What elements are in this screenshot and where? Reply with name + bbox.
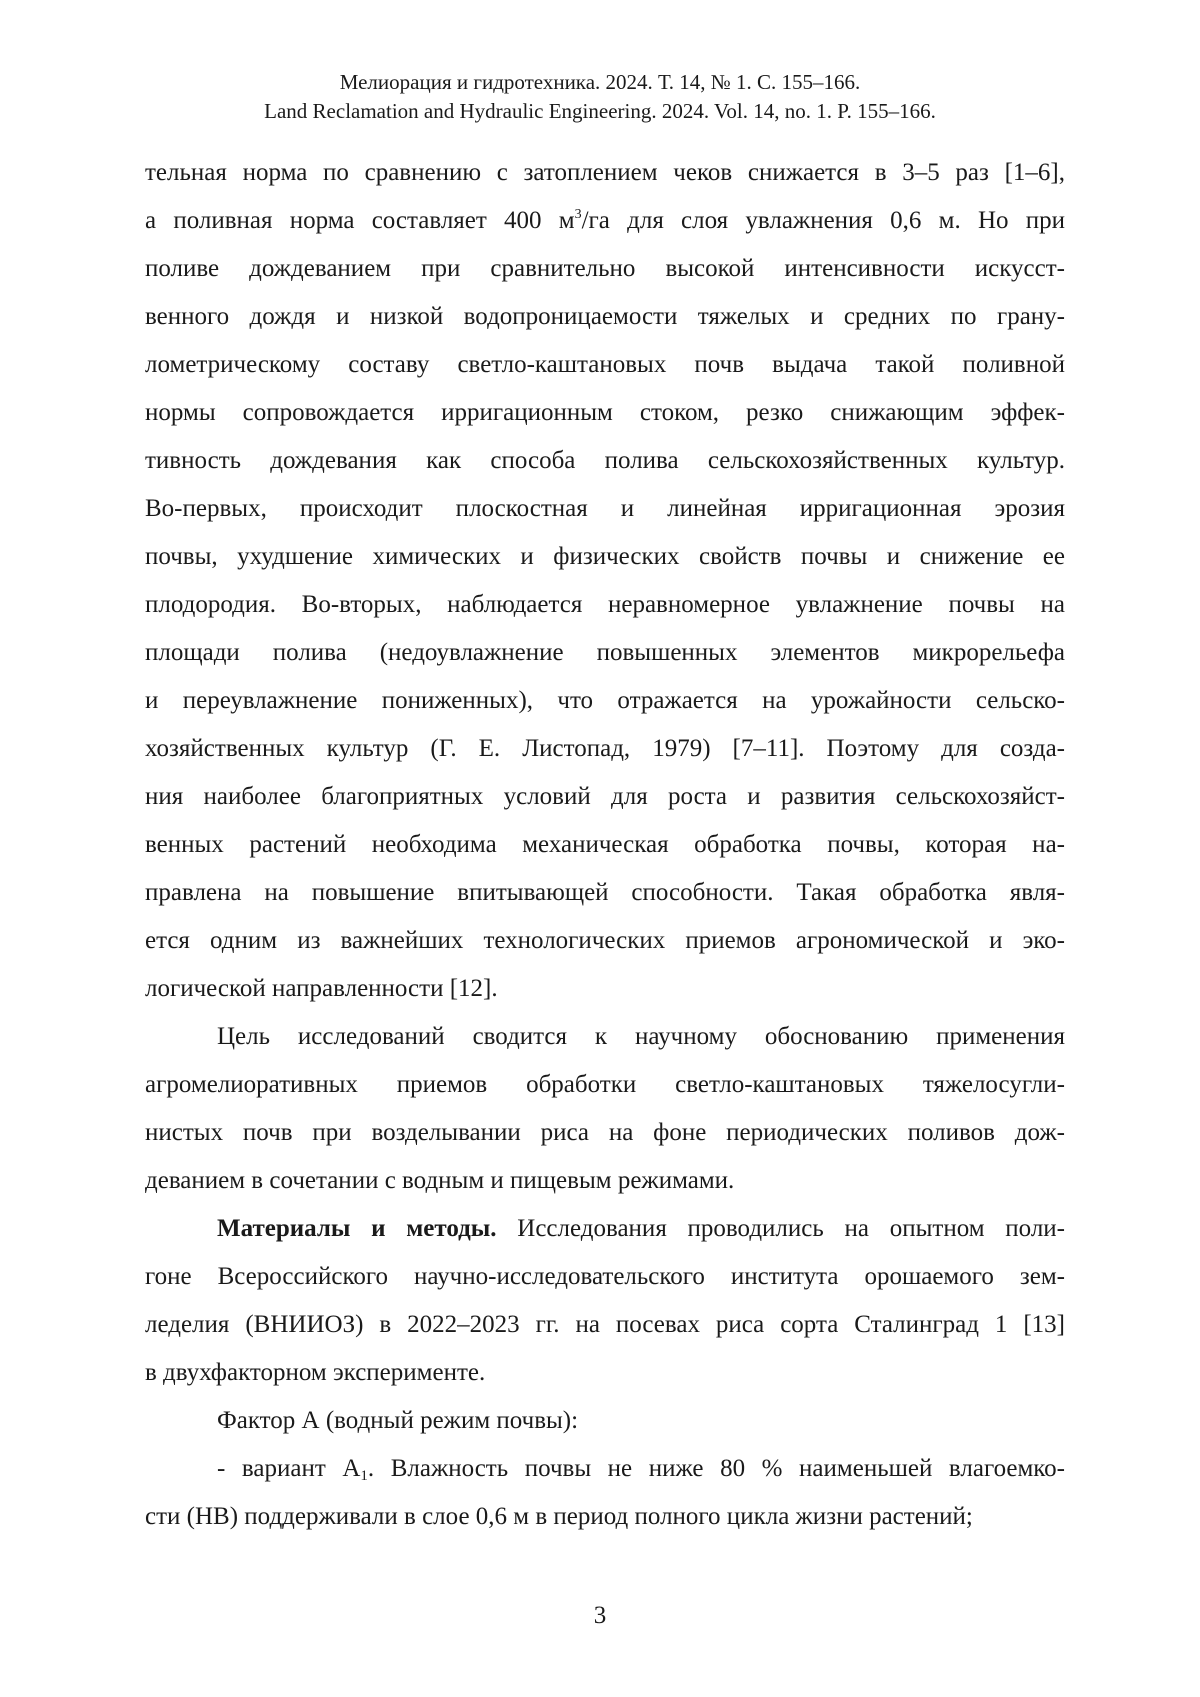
text-line: нормы сопровождается ирригационным стоком, резко снижающим эффек- xyxy=(145,399,1065,426)
text-line xyxy=(145,1205,1065,1253)
text-line: и переувлажнение пониженных), что отражается на урожайности сельско- xyxy=(145,687,1065,714)
running-header xyxy=(0,68,1200,126)
text-line: Во-первых, происходит плоскостная и линейная ирригационная эрозия xyxy=(145,495,1065,522)
paragraph-factor-a xyxy=(145,1397,1065,1445)
text-line: тивность дождевания как способа полива сельскохозяйственных культур. xyxy=(145,447,1065,474)
text-line: логической направленности [12]. xyxy=(145,975,498,1002)
subscript: 1 xyxy=(360,1468,368,1484)
header-citation-ru: Мелиорация и гидротехника. 2024. Т. 14, № 1. С. 155–166. xyxy=(339,70,861,94)
text-line: поливе дождеванием при сравнительно высокой интенсивности искусст- xyxy=(145,255,1065,282)
paragraph-research-goal xyxy=(145,1013,1065,1205)
text-fragment: Исследования проводились на опытном поли- xyxy=(496,1215,1066,1242)
text-line: венных растений необходима механическая обработка почвы, которая на- xyxy=(145,831,1065,858)
text-line: деванием в сочетании с водным и пищевым режимами. xyxy=(145,1167,735,1194)
text-line xyxy=(145,197,1065,245)
text-line: венного дождя и низкой водопроницаемости тяжелых и средних по грану- xyxy=(145,303,1065,330)
text-line xyxy=(145,1445,1065,1493)
section-heading: Материалы и методы. xyxy=(217,1215,497,1242)
body-text xyxy=(145,149,1065,1541)
text-line: ется одним из важнейших технологических приемов агрономической и эко- xyxy=(145,927,1065,954)
text-line: Фактор А (водный режим почвы): xyxy=(217,1407,579,1434)
text-line: плодородия. Во-вторых, наблюдается неравномерное увлажнение почвы на xyxy=(145,591,1065,618)
text-line: площади полива (недоувлажнение повышенных элементов микрорельефа xyxy=(145,639,1065,666)
text-fragment: /га для слоя увлажнения 0,6 м. Но при xyxy=(581,207,1065,234)
paragraph-irrigation-effects xyxy=(145,149,1065,1013)
page-number: 3 xyxy=(593,1602,607,1629)
paragraph-materials-methods xyxy=(145,1205,1065,1397)
text-fragment: - вариант А xyxy=(217,1455,361,1482)
header-citation-en: Land Reclamation and Hydraulic Engineering. 2024. Vol. 14, no. 1. P. 155–166. xyxy=(264,99,936,123)
text-fragment: . Влажность почвы не ниже 80 % наименьшей влагоемко- xyxy=(367,1455,1066,1482)
text-line: гоне Всероссийского научно-исследовательского института орошаемого зем- xyxy=(145,1263,1065,1290)
text-line: Цель исследований сводится к научному обоснованию применения xyxy=(217,1023,1065,1050)
text-line: нистых почв при возделывании риса на фоне периодических поливов дож- xyxy=(145,1119,1065,1146)
text-line: тельная норма по сравнению с затоплением чеков снижается в 3–5 раз [1–6], xyxy=(145,159,1065,186)
text-line: правлена на повышение впитывающей способности. Такая обработка явля- xyxy=(145,879,1065,906)
text-line: сти (НВ) поддерживали в слое 0,6 м в период полного цикла жизни растений; xyxy=(145,1503,973,1530)
text-line: ния наиболее благоприятных условий для роста и развития сельскохозяйст- xyxy=(145,783,1065,810)
text-line: леделия (ВНИИОЗ) в 2022–2023 гг. на посевах риса сорта Сталинград 1 [13] xyxy=(145,1311,1065,1338)
paragraph-variant-a1 xyxy=(145,1445,1065,1541)
text-line: лометрическому составу светло-каштановых почв выдача такой поливной xyxy=(145,351,1065,378)
superscript: 3 xyxy=(574,207,582,222)
text-fragment: а поливная норма составляет 400 м xyxy=(145,207,575,234)
text-line: хозяйственных культур (Г. Е. Листопад, 1979) [7–11]. Поэтому для созда- xyxy=(145,735,1065,762)
text-line: почвы, ухудшение химических и физических свойств почвы и снижение ее xyxy=(145,543,1065,570)
text-line: агромелиоративных приемов обработки светло-каштановых тяжелосугли- xyxy=(145,1071,1065,1098)
text-line: в двухфакторном эксперименте. xyxy=(145,1359,486,1386)
